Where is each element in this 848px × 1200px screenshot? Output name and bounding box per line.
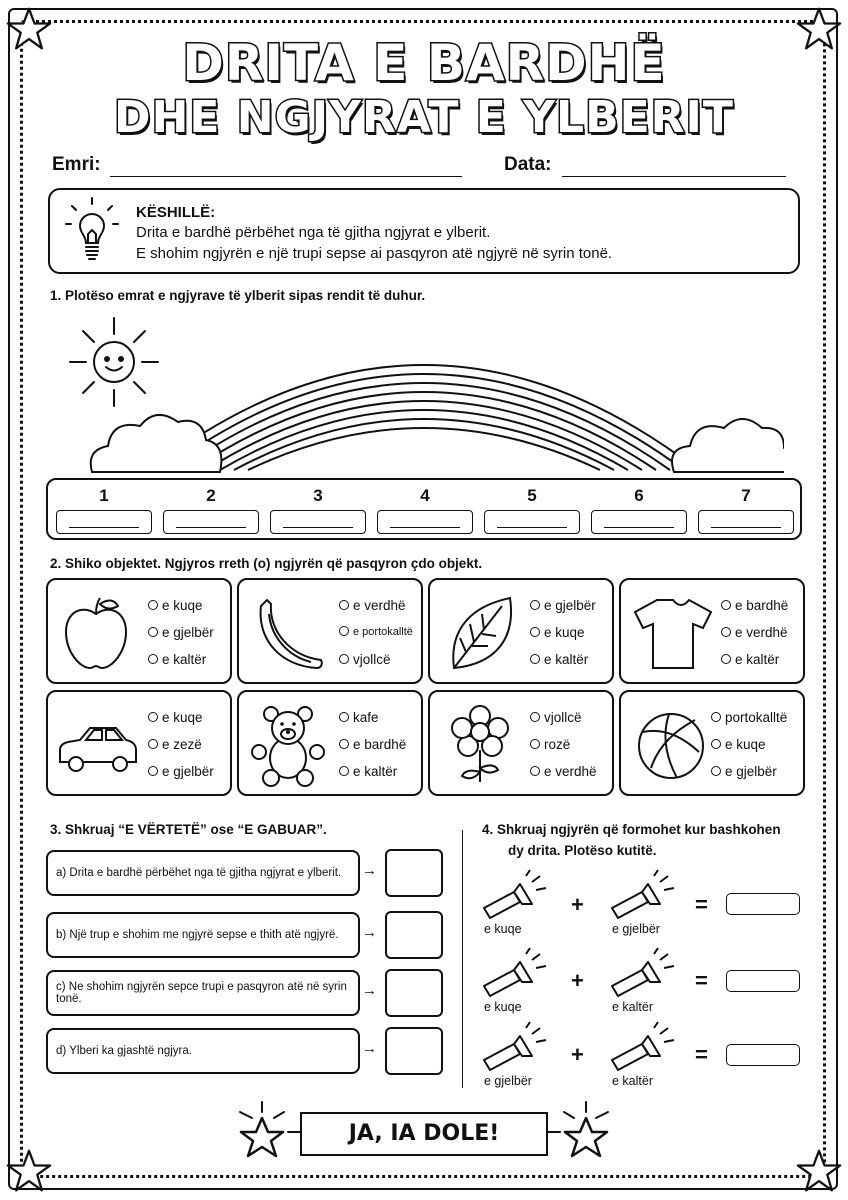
arrow-right-icon: → <box>362 862 377 879</box>
tip-line-1: Drita e bardhë përbëhet nga të gjitha ngjyrat e ylberit. <box>136 224 491 241</box>
circle-icon <box>339 654 349 664</box>
true-false-answer-box[interactable] <box>385 1027 443 1075</box>
option-radio[interactable] <box>148 764 214 779</box>
object-card-car <box>46 690 232 796</box>
circle-icon <box>148 739 158 749</box>
page-title-line1: DRITA E BARDHË <box>182 34 666 92</box>
light-color-label: e kuqe <box>484 922 522 936</box>
arrow-right-icon: → <box>362 1040 377 1057</box>
equals-sign: = <box>695 968 708 993</box>
option-label: e gjelbër <box>162 764 214 779</box>
object-card-flower <box>428 690 614 796</box>
light-color-label: e kaltër <box>612 1000 653 1014</box>
option-radio[interactable] <box>721 625 788 640</box>
option-radio[interactable] <box>148 710 203 725</box>
option-label: e portokalltë <box>353 626 413 638</box>
circle-icon <box>721 600 731 610</box>
option-label: e bardhë <box>735 598 789 613</box>
circle-icon <box>711 766 721 776</box>
option-radio[interactable] <box>711 764 777 779</box>
circle-icon <box>339 712 349 722</box>
circle-icon <box>148 654 158 664</box>
circle-icon <box>530 739 540 749</box>
option-label: e kuqe <box>725 737 766 752</box>
lightbulb-icon <box>64 196 120 268</box>
option-radio[interactable] <box>530 652 588 667</box>
flashlight-icon <box>480 868 550 922</box>
option-radio[interactable] <box>530 625 585 640</box>
option-label: portokalltë <box>725 710 788 725</box>
order-number: 4 <box>420 486 430 505</box>
color-answer-box[interactable] <box>377 510 473 534</box>
statement-d: d) Ylberi ka gjashtë ngjyra. <box>46 1028 360 1074</box>
option-label: kafe <box>353 710 379 725</box>
question-4-text-line2: dy drita. Plotëso kutitë. <box>508 843 657 858</box>
circle-icon <box>530 712 540 722</box>
color-answer-box[interactable] <box>270 510 366 534</box>
flashlight-icon <box>608 868 678 922</box>
circle-icon <box>148 600 158 610</box>
option-radio[interactable] <box>530 710 582 725</box>
option-radio[interactable] <box>148 652 206 667</box>
option-label: e kuqe <box>162 710 203 725</box>
circle-icon <box>711 739 721 749</box>
equals-sign: = <box>695 1042 708 1067</box>
question-1-text: 1. Plotëso emrat e ngjyrave të ylberit sipas rendit të duhur. <box>50 288 426 303</box>
option-radio[interactable] <box>721 652 779 667</box>
circle-icon <box>530 627 540 637</box>
option-radio[interactable] <box>339 710 379 725</box>
star-icon <box>241 1118 283 1156</box>
statement-a: a) Drita e bardhë përbëhet nga të gjitha ngjyrat e ylberit. <box>46 850 360 896</box>
circle-icon <box>148 627 158 637</box>
color-answer-box[interactable] <box>698 510 794 534</box>
circle-icon <box>339 626 349 636</box>
object-card-tshirt <box>619 578 805 684</box>
option-label: e kaltër <box>162 652 207 667</box>
circle-icon <box>530 654 540 664</box>
circle-icon <box>148 712 158 722</box>
statement-c: c) Ne shohim ngjyrën sepce trupi e pasqyron atë në syrin tonë. <box>46 970 360 1016</box>
car-icon <box>56 702 142 788</box>
rainbow-illustration <box>84 300 784 484</box>
option-radio[interactable] <box>148 737 202 752</box>
star-icon <box>6 1148 52 1194</box>
light-color-label: e gjelbër <box>484 1074 532 1088</box>
option-label: e zezë <box>162 737 202 752</box>
tip-title: KËSHILLË: <box>136 204 216 221</box>
name-label: Emri: <box>52 154 101 175</box>
ball-icon <box>629 702 715 788</box>
tip-box <box>48 188 800 274</box>
circle-icon <box>339 739 349 749</box>
flashlight-icon <box>480 946 550 1000</box>
color-answer-box[interactable] <box>591 510 687 534</box>
light-color-label: e kaltër <box>612 1074 653 1088</box>
option-radio[interactable] <box>148 598 203 613</box>
option-label: e bardhë <box>353 737 407 752</box>
object-card-apple <box>46 578 232 684</box>
option-label: e kaltër <box>353 764 398 779</box>
option-radio[interactable] <box>339 598 406 613</box>
flower-icon <box>438 702 524 788</box>
object-card-ball <box>619 690 805 796</box>
circle-icon <box>339 600 349 610</box>
circle-icon <box>530 600 540 610</box>
option-label: e kuqe <box>544 625 585 640</box>
teddy-bear-icon <box>247 702 333 788</box>
plus-sign: + <box>571 892 584 917</box>
option-radio[interactable] <box>148 625 214 640</box>
true-false-answer-box[interactable] <box>385 911 443 959</box>
plus-sign: + <box>571 1042 584 1067</box>
circle-icon <box>530 766 540 776</box>
option-radio[interactable] <box>711 710 787 725</box>
mixed-color-answer-box[interactable] <box>726 893 800 915</box>
tshirt-icon <box>629 590 715 676</box>
circle-icon <box>721 627 731 637</box>
leaf-icon <box>438 590 524 676</box>
banana-icon <box>247 590 333 676</box>
object-card-leaf <box>428 578 614 684</box>
question-3-text: 3. Shkruaj “E VËRTETË” ose “E GABUAR”. <box>50 822 327 837</box>
equals-sign: = <box>695 892 708 917</box>
option-label: e gjelbër <box>544 598 596 613</box>
circle-icon <box>339 766 349 776</box>
tip-line-2: E shohim ngjyrën e një trupi sepse ai pasqyron atë ngjyrë në syrin tonë. <box>136 245 613 262</box>
order-number: 2 <box>206 486 216 505</box>
column-divider <box>462 830 463 1088</box>
star-icon <box>796 1148 842 1194</box>
mixed-color-answer-box[interactable] <box>726 1044 800 1066</box>
color-answer-box[interactable] <box>56 510 152 534</box>
page-title-line2: DHE NGJYRAT E YLBERIT <box>114 92 734 143</box>
name-field[interactable] <box>110 176 462 177</box>
option-label: e kuqe <box>162 598 203 613</box>
true-false-answer-box[interactable] <box>385 849 443 897</box>
mixed-color-answer-box[interactable] <box>726 970 800 992</box>
option-label: e kaltër <box>544 652 589 667</box>
flashlight-icon <box>608 946 678 1000</box>
question-4-text-line1: 4. Shkruaj ngjyrën që formohet kur bashkohen <box>482 822 781 837</box>
order-number: 3 <box>313 486 323 505</box>
circle-icon <box>148 766 158 776</box>
option-radio[interactable] <box>711 737 766 752</box>
option-label: e gjelbër <box>725 764 777 779</box>
order-number: 6 <box>634 486 644 505</box>
order-number: 7 <box>741 486 751 505</box>
option-radio[interactable] <box>530 737 570 752</box>
completion-banner: JA, IA DOLE! <box>300 1112 548 1156</box>
option-label: e verdhë <box>735 625 788 640</box>
option-radio[interactable] <box>339 764 397 779</box>
option-radio[interactable] <box>339 737 406 752</box>
object-card-teddy-bear <box>237 690 423 796</box>
star-icon <box>565 1118 607 1156</box>
option-radio[interactable] <box>721 598 788 613</box>
order-number: 5 <box>527 486 537 505</box>
option-radio[interactable] <box>530 598 596 613</box>
option-label: vjollcë <box>544 710 582 725</box>
flashlight-icon <box>608 1020 678 1074</box>
light-color-label: e gjelbër <box>612 922 660 936</box>
option-radio[interactable] <box>530 764 597 779</box>
option-label: e gjelbër <box>162 625 214 640</box>
color-answer-box[interactable] <box>163 510 259 534</box>
option-label: e kaltër <box>735 652 780 667</box>
circle-icon <box>721 654 731 664</box>
option-radio[interactable] <box>339 626 413 638</box>
option-label: e verdhë <box>544 764 597 779</box>
arrow-right-icon: → <box>362 982 377 999</box>
rainbow-order-row <box>46 478 802 540</box>
order-number: 1 <box>99 486 109 505</box>
true-false-answer-box[interactable] <box>385 969 443 1017</box>
apple-icon <box>56 590 136 676</box>
date-label: Data: <box>504 154 552 175</box>
option-label: rozë <box>544 737 571 752</box>
date-field[interactable] <box>562 176 786 177</box>
statement-b: b) Një trup e shohim me ngjyrë sepse e thith atë ngjyrë. <box>46 912 360 958</box>
color-answer-box[interactable] <box>484 510 580 534</box>
light-color-label: e kuqe <box>484 1000 522 1014</box>
option-label: e verdhë <box>353 598 406 613</box>
circle-icon <box>711 712 721 722</box>
flashlight-icon <box>480 1020 550 1074</box>
arrow-right-icon: → <box>362 924 377 941</box>
option-label: vjollcë <box>353 652 391 667</box>
option-radio[interactable] <box>339 652 391 667</box>
question-2-text: 2. Shiko objektet. Ngjyros rreth (o) ngjyrën që pasqyron çdo objekt. <box>50 556 483 571</box>
plus-sign: + <box>571 968 584 993</box>
object-card-banana <box>237 578 423 684</box>
